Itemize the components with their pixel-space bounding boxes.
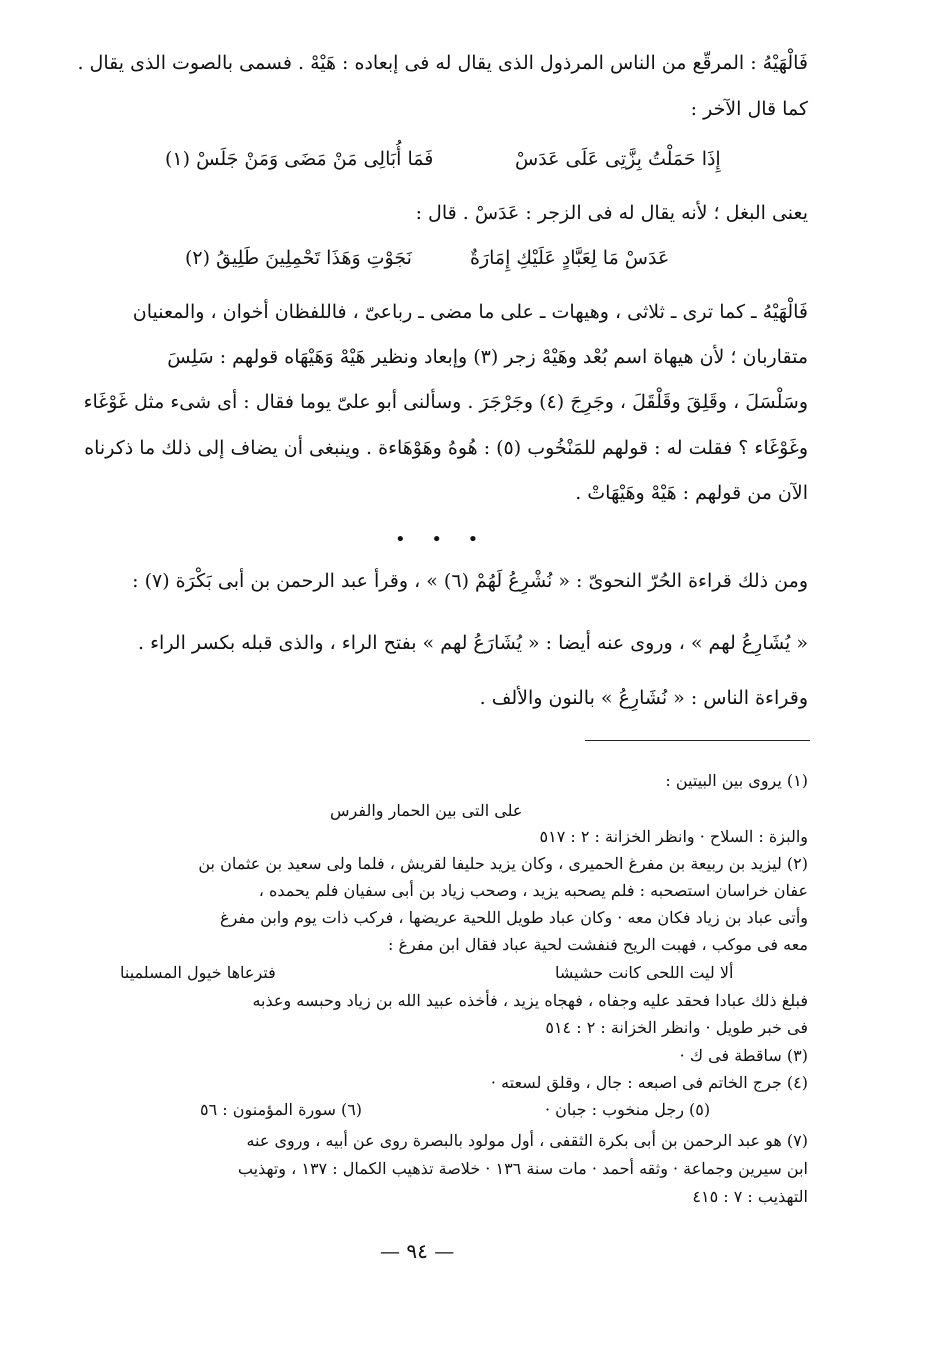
paragraph-line: وغَوْغَاء ؟ فقلت له : قولهم للمَنْخُوب (٥) : هُوهُ وهَوْهَاءة . وينبغى أن يضاف إلى ذلك ما ذكرناه	[84, 437, 808, 459]
footnote-2-verse-second: فترعاها خيول المسلمينا	[120, 963, 276, 982]
footnote-6: (٦) سورة المؤمنون : ٥٦	[200, 1100, 363, 1119]
footnote-2-line: فى خبر طويل · وانظر الخزانة : ٢ : ٥١٤	[545, 1018, 808, 1037]
paragraph-line: وسَلْسَلَ ، وقَلِقَ وقَلْقَلَ ، وجَرِجَ (٤) وجَرْجَرَ . وسألنى أبو علىّ يوما فقال : أى شىء مثل غَوْغَاء	[83, 391, 808, 413]
text-line: كما قال الآخر :	[690, 98, 808, 120]
text-line: فَالْهَيْهُ : المرقّع من الناس المرذول الذى يقال له فى إبعاده : هَيْهْ . فسمى بالصوت الذى يقال .	[77, 52, 808, 74]
footnote-2-line: عفان خراسان استصحبه : فلم يصحبه يزيد ، وصحب زياد بن أبى سفيان فلم يحمده ،	[258, 881, 808, 900]
footnote-divider	[585, 740, 810, 741]
section-line: ومن ذلك قراءة الحُرّ النحوىّ : « نُشْرِعُ لَهُمْ (٦) » ، وقرأ عبد الرحمن بن أبى بَكْرَة (٧) :	[132, 570, 808, 592]
footnote-1-text: والبزة : السلاح · وانظر الخزانة : ٢ : ٥١٧	[539, 827, 808, 846]
page-number: — ٩٤ —	[380, 1239, 455, 1263]
paragraph-line: فَالْهَيْهُ ـ كما ترى ـ ثلاثى ، وهيهات ـ على ما مضى ـ رباعىّ ، فاللفظان أخوان ، والمعنيان	[132, 301, 808, 323]
section-separator: • • •	[395, 529, 489, 550]
section-line: « يُشَارِعُ لهم » ، وروى عنه أيضا : « يُشَارَعُ لهم » بفتح الراء ، والذى قبله بكسر الراء .	[138, 632, 808, 654]
footnote-7-line: (٧) هو عبد الرحمن بن أبى بكرة الثقفى ، أول مولود بالبصرة روى عن أبيه ، وروى عنه	[246, 1131, 808, 1150]
paragraph-line: متقاربان ؛ لأن هيهاة اسم بُعْد وهَيْهْ زجر (٣) وإبعاد ونظير هَيْهْ وَهَيْهَاه قولهم : سَلِسَ	[167, 346, 808, 368]
footnote-1-verse: على التى بين الحمار والفرس	[330, 801, 523, 820]
footnote-3: (٣) ساقطة فى ك ·	[679, 1046, 808, 1065]
footnote-5: (٥) رجل منخوب : جبان ·	[545, 1100, 711, 1119]
verse-2-second-hemistich: نَجَوْتِ وَهَذَا تَحْمِلِينَ طَلِيقُ (٢)	[185, 247, 412, 269]
footnote-2-line: فبلغ ذلك عبادا فحقد عليه وجفاه ، فهجاه يزيد ، فأخذه عبيد الله بن زياد وحبسه وعذبه	[252, 991, 808, 1010]
footnote-2-line: معه فى موكب ، فهبت الريح فنفشت لحية عباد فقال ابن مفرغ :	[388, 935, 808, 954]
footnote-2-verse-first: ألا ليت اللحى كانت حشيشا	[555, 963, 734, 982]
text-line: يعنى البغل ؛ لأنه يقال له فى الزجر : عَدَسْ . قال :	[415, 202, 808, 224]
footnote-4: (٤) جرج الخاتم فى اصبعه : جال ، وقلق لسعته ·	[490, 1073, 808, 1092]
footnote-7-line: التهذيب : ٧ : ٤١٥	[692, 1187, 808, 1206]
verse-1-second-hemistich: فَمَا أُبَالِى مَنْ مَضَى وَمَنْ جَلَسْ (١)	[165, 148, 434, 170]
paragraph-line: الآن من قولهم : هَيْهْ وهَيْهَاتْ .	[575, 482, 808, 504]
footnote-7-line: ابن سيرين وجماعة · وثقه أحمد · مات سنة ١٣٦ · خلاصة تذهيب الكمال : ١٣٧ ، وتهذيب	[237, 1159, 808, 1178]
footnote-2-line: (٢) ليزيد بن ربيعة بن مفرغ الحميرى ، وكان يزيد حليفا لقريش ، فلما ولى سعيد بن عثمان بن	[198, 854, 808, 873]
footnote-1: (١) يروى بين البيتين :	[665, 771, 808, 790]
section-line: وقراءة الناس : « نُشَارِعُ » بالنون والألف .	[479, 687, 808, 709]
verse-2-first-hemistich: عَدَسْ مَا لِعَبَّادٍ عَلَيْكِ إِمَارَةٌ	[470, 247, 670, 269]
footnote-2-line: وأتى عباد بن زياد فكان معه · وكان عباد طويل اللحية عريضها ، فركب ذات يوم وابن مفرغ	[220, 908, 808, 927]
verse-1-first-hemistich: إِذَا حَمَلْتُ بِزَّتِى عَلَى عَدَسْ	[515, 148, 721, 170]
